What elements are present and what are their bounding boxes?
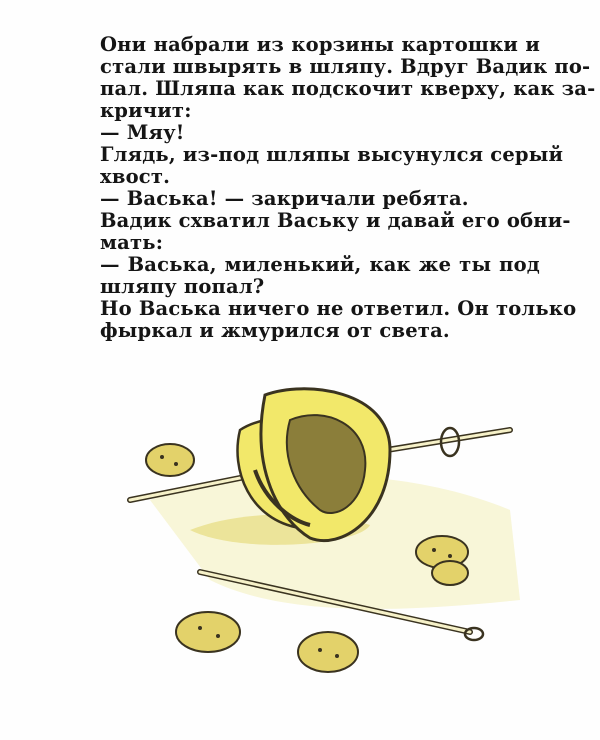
story-line: фыркал и жмурился от света. [100, 319, 450, 342]
story-text [100, 33, 596, 342]
potato [146, 444, 194, 476]
story-line: Они набрали из корзины картошки и [100, 33, 540, 56]
potato [298, 632, 358, 672]
story-line: мать: [100, 231, 164, 254]
story-line: кричит: [100, 99, 192, 122]
story-line: Вадик схватил Ваську и давай его обни- [100, 209, 571, 232]
story-line: — Васька, миленький, как же ты под [100, 253, 540, 276]
potato [432, 561, 468, 585]
story-line: шляпу попал? [100, 275, 265, 298]
story-line: — Васька! — закричали ребята. [100, 187, 469, 210]
potato [176, 612, 240, 652]
story-line: пал. Шляпа как подскочит кверху, как за- [100, 77, 596, 100]
story-line: Глядь, из-под шляпы высунулся серый [100, 143, 564, 166]
hat-potatoes-illustration [90, 360, 530, 720]
story-line: — Мяу! [100, 121, 185, 144]
story-line: Но Васька ничего не ответил. Он только [100, 297, 577, 320]
story-line: стали швырять в шляпу. Вдруг Вадик по- [100, 55, 591, 78]
story-line: хвост. [100, 165, 171, 188]
